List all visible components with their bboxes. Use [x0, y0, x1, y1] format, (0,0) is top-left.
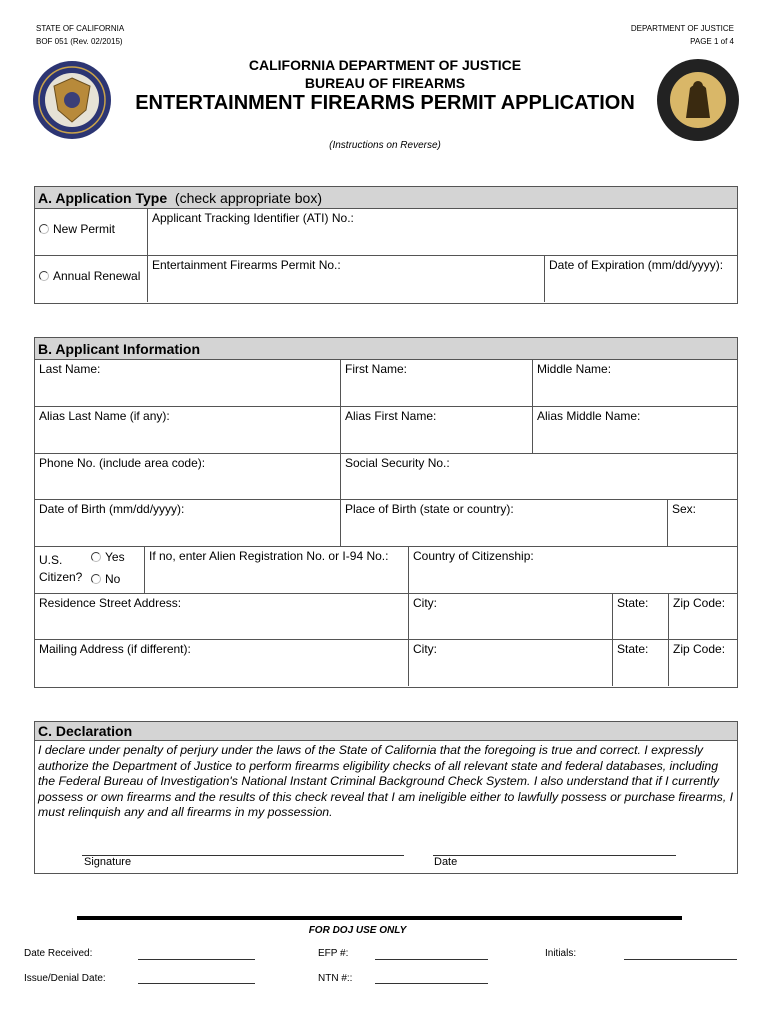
doj-divider — [77, 916, 682, 920]
residence-zip-field[interactable] — [669, 594, 737, 640]
first-name-field[interactable] — [341, 360, 533, 407]
mailing-city-field[interactable] — [409, 640, 613, 686]
citizen-label: Citizen? — [39, 570, 83, 584]
country-citizenship-label: Country of Citizenship: — [413, 549, 534, 563]
renewal-radio[interactable] — [39, 271, 49, 281]
ntn-line[interactable] — [375, 983, 488, 984]
form-id: BOF 051 (Rev. 02/2015) — [36, 37, 123, 46]
mailing-zip-field[interactable] — [669, 640, 737, 686]
residence-address-label: Residence Street Address: — [39, 596, 182, 610]
ati-label: Applicant Tracking Identifier (ATI) No.: — [152, 211, 354, 225]
residence-zip-label: Zip Code: — [673, 596, 726, 610]
dob-field[interactable] — [35, 500, 341, 547]
alias-middle-field[interactable] — [533, 407, 737, 454]
section-c-heading: C. Declaration — [35, 722, 737, 741]
mailing-state-field[interactable] — [613, 640, 669, 686]
alias-first-field[interactable] — [341, 407, 533, 454]
new-permit-label: New Permit — [53, 222, 116, 236]
phone-field[interactable] — [35, 454, 341, 500]
alias-middle-label: Alias Middle Name: — [537, 409, 641, 423]
section-b-heading: B. Applicant Information — [35, 338, 737, 360]
state-label: STATE OF CALIFORNIA — [36, 24, 125, 33]
ati-field[interactable] — [148, 209, 737, 256]
date-label: Date — [434, 856, 458, 868]
ssn-label: Social Security No.: — [345, 456, 450, 470]
initials-label: Initials: — [545, 948, 577, 959]
dob-label: Date of Birth (mm/dd/yyyy): — [39, 502, 185, 516]
efp-line[interactable] — [375, 959, 488, 960]
ssn-field[interactable] — [341, 454, 737, 500]
dept-title: CALIFORNIA DEPARTMENT OF JUSTICE — [248, 57, 522, 73]
first-name-label: First Name: — [345, 362, 408, 376]
mailing-zip-label: Zip Code: — [673, 642, 726, 656]
pob-label: Place of Birth (state or country): — [345, 502, 514, 516]
middle-name-field[interactable] — [533, 360, 737, 407]
expiration-label: Date of Expiration (mm/dd/yyyy): — [549, 258, 724, 272]
ntn-label: NTN #:: — [318, 973, 353, 984]
new-permit-option[interactable] — [35, 209, 148, 256]
citizen-yes-label: Yes — [105, 550, 125, 564]
residence-address-field[interactable] — [35, 594, 409, 640]
citizen-field — [35, 547, 145, 594]
residence-city-label: City: — [413, 596, 437, 610]
renewal-option[interactable] — [35, 256, 148, 302]
date-received-label: Date Received: — [24, 948, 93, 959]
efp-label: EFP #: — [318, 948, 349, 959]
issue-denial-line[interactable] — [138, 983, 255, 984]
alias-last-label: Alias Last Name (if any): — [39, 409, 170, 423]
issue-denial-label: Issue/Denial Date: — [24, 973, 106, 984]
mailing-state-label: State: — [617, 642, 649, 656]
residence-city-field[interactable] — [409, 594, 613, 640]
mailing-city-label: City: — [413, 642, 437, 656]
residence-state-field[interactable] — [613, 594, 669, 640]
permit-number-label: Entertainment Firearms Permit No.: — [152, 258, 341, 272]
permit-number-field[interactable] — [148, 256, 545, 302]
last-name-field[interactable] — [35, 360, 341, 407]
alias-last-field[interactable] — [35, 407, 341, 454]
alias-first-label: Alias First Name: — [345, 409, 437, 423]
sex-field[interactable] — [668, 500, 737, 547]
doj-use-heading: FOR DOJ USE ONLY — [308, 925, 407, 936]
pob-field[interactable] — [341, 500, 668, 547]
citizen-no-label: No — [105, 572, 121, 586]
instructions-note: (Instructions on Reverse) — [329, 140, 441, 151]
declaration-text: I declare under penalty of perjury under the laws of the State of California that the foregoing is true and correct. I expressly authorize the Department of Justice to perform firearms eligibility checks of all relevant state and federal databases, including the Federal Bureau of Investigation's National Instant Criminal Background Check System. I also understand that if I currently possess or own firearms and the results of this check reveal that I am ineligible either to lawfully possess or purchase firearms, I must relinquish any and all firearms in my possession. — [38, 743, 734, 819]
section-applicant-info — [34, 337, 738, 688]
page-title: ENTERTAINMENT FIREARMS PERMIT APPLICATION — [135, 92, 635, 114]
sex-label: Sex: — [672, 502, 697, 516]
citizen-no-radio[interactable] — [91, 574, 101, 584]
residence-state-label: State: — [617, 596, 649, 610]
last-name-label: Last Name: — [39, 362, 101, 376]
middle-name-label: Middle Name: — [537, 362, 612, 376]
new-permit-radio[interactable] — [39, 224, 49, 234]
mailing-address-field[interactable] — [35, 640, 409, 686]
alien-registration-label: If no, enter Alien Registration No. or I-94 No.: — [149, 549, 389, 563]
mailing-address-label: Mailing Address (if different): — [39, 642, 191, 656]
citizen-no-option[interactable] — [91, 572, 120, 586]
page-number: PAGE 1 of 4 — [690, 37, 734, 46]
bureau-title: BUREAU OF FIREARMS — [304, 75, 466, 91]
section-application-type — [34, 186, 738, 304]
phone-label: Phone No. (include area code): — [39, 456, 206, 470]
alien-registration-field[interactable] — [145, 547, 409, 594]
initials-line[interactable] — [624, 959, 737, 960]
signature-label: Signature — [84, 856, 132, 868]
section-declaration — [34, 721, 738, 874]
citizen-yes-option[interactable] — [91, 550, 125, 564]
renewal-label: Annual Renewal — [53, 269, 141, 283]
us-label: U.S. — [39, 553, 63, 567]
section-a-heading: A. Application Type (check appropriate box) — [35, 187, 737, 209]
date-received-line[interactable] — [138, 959, 255, 960]
country-citizenship-field[interactable] — [409, 547, 737, 594]
department-label: DEPARTMENT OF JUSTICE — [630, 24, 734, 33]
ag-seal-right — [656, 58, 740, 142]
expiration-field[interactable] — [545, 256, 737, 302]
date-line[interactable] — [433, 855, 676, 856]
citizen-yes-radio[interactable] — [91, 552, 101, 562]
doj-seal-left — [32, 60, 112, 140]
